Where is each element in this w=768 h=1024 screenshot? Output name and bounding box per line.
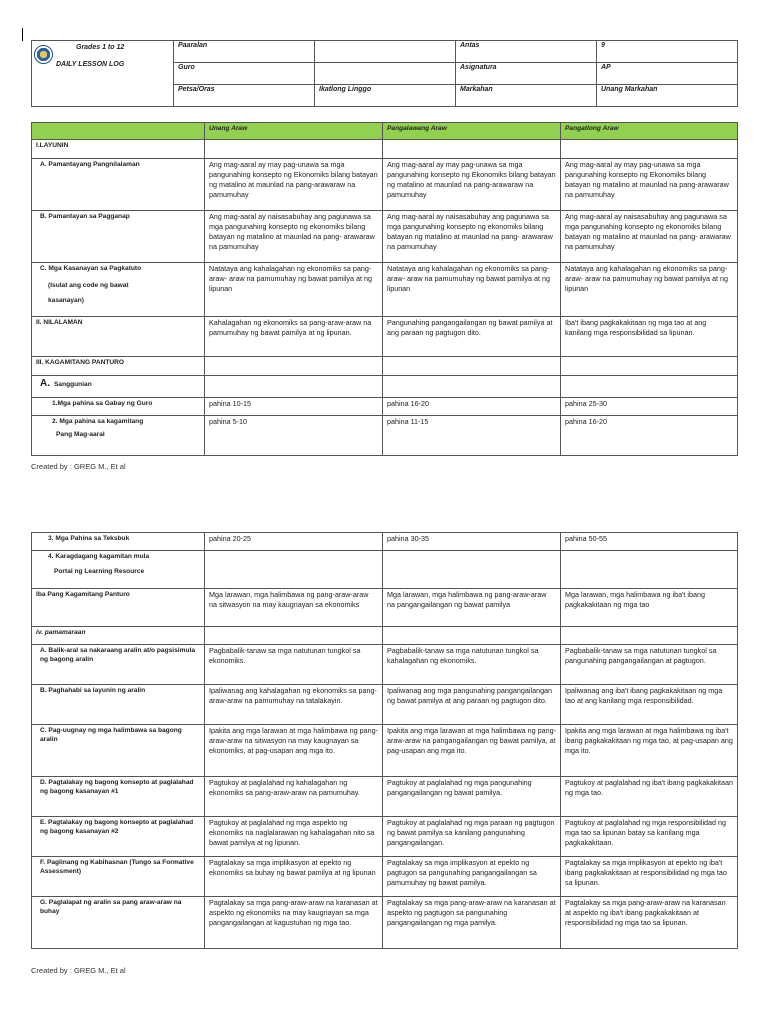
table-cell[interactable]: [561, 357, 738, 376]
credit-footer: Created by : GREG M., Et al: [31, 966, 126, 975]
sanggunian-label: Sanggunian: [54, 381, 92, 388]
row-label-note: kasanayan): [48, 297, 84, 305]
section-label-layunin: I.LAYUNIN: [32, 140, 205, 159]
lesson-table-page2: [31, 532, 738, 949]
table-cell[interactable]: Pagtalakay sa mga pang-araw-araw na karanasan at aspekto ng pagtugon sa pangunahing pangangailangan ng mga pamilya.: [383, 897, 561, 949]
table-cell[interactable]: [205, 551, 383, 589]
header-value[interactable]: 9: [597, 41, 738, 63]
table-cell[interactable]: [383, 357, 561, 376]
table-cell[interactable]: Ipakita ang mga larawan at mga halimbawa ng iba't ibang pagkakakitaan ng mga tao, at pag-usapan ang mga ito.: [561, 725, 738, 777]
header-label: Paaralan: [174, 41, 315, 63]
row-label: A. Pamantayang Pangnilalaman: [32, 159, 205, 211]
lesson-table-page1: [31, 122, 738, 456]
row-label: E. Pagtalakay ng bagong konsepto at paglalahad ng bagong kasanayan #2: [32, 817, 205, 857]
table-row: [32, 398, 738, 416]
table-cell[interactable]: pahina 30-35: [383, 533, 561, 551]
table-cell[interactable]: Kahalagahan ng ekonomiks sa pang-araw-araw na pamumuhay ng bawat pamilya at ng lipunan.: [205, 317, 383, 357]
table-row: [32, 159, 738, 211]
row-label: G. Paglalapat ng aralin sa pang araw-araw na buhay: [32, 897, 205, 949]
table-row: [32, 263, 738, 317]
table-cell[interactable]: pahina 16-20: [561, 416, 738, 456]
deped-seal-icon: [34, 45, 53, 64]
table-row: [32, 589, 738, 627]
table-row: [32, 357, 738, 376]
table-cell[interactable]: [383, 140, 561, 159]
table-row: [32, 317, 738, 357]
table-cell[interactable]: pahina 50-55: [561, 533, 738, 551]
table-cell[interactable]: [561, 376, 738, 398]
table-cell[interactable]: Ipaliwanag ang kahalagahan ng ekonomiks sa pang-araw-araw na pamumuhay na tatalakayin.: [205, 685, 383, 725]
table-cell[interactable]: Mga larawan, mga halimbawa ng pang-araw-araw na pangangailangan ng bawat pamilya: [383, 589, 561, 627]
lesson-log-header: [31, 40, 738, 107]
table-row: [32, 777, 738, 817]
header-value[interactable]: [315, 63, 456, 85]
table-cell[interactable]: [205, 627, 383, 645]
table-cell[interactable]: Ang mag-aaral ay may pag-unawa sa mga pangunahing konsepto ng Ekonomiks bilang batayan ng matalino at maunlad na pang-arawaraw na pamumuhay: [561, 159, 738, 211]
table-cell[interactable]: Mga larawan, mga halimbawa ng iba't ibang pagkakakitaan ng mga tao: [561, 589, 738, 627]
header-blank-cell: [32, 123, 205, 140]
table-cell[interactable]: [205, 140, 383, 159]
header-value[interactable]: Unang Markahan: [597, 85, 738, 107]
table-cell[interactable]: Natataya ang kahalagahan ng ekonomiks sa pang-araw- araw na pamumuhay ng bawat pamilya at ng lipunan: [561, 263, 738, 317]
row-label-text: C. Mga Kasanayan sa Pagkatuto: [40, 265, 142, 272]
table-cell[interactable]: Pagtukoy at paglalahad ng mga responsibilidad ng mga tao sa lipunan batay sa kanilang mga pagkakakitaan.: [561, 817, 738, 857]
table-cell[interactable]: pahina 25-30: [561, 398, 738, 416]
table-cell[interactable]: Pagtalakay sa mga pang-araw-araw na karanasan at aspekto ng ekonomiks na may kaugnayan sa mga pangangailangan at kagustuhan ng mga tao.: [205, 897, 383, 949]
section-label-kagamitan: III. KAGAMITANG PANTURO: [32, 357, 205, 376]
column-header: Pangalawang Araw: [383, 123, 561, 140]
table-cell[interactable]: [561, 551, 738, 589]
table-cell[interactable]: Natataya ang kahalagahan ng ekonomiks sa pang-araw- araw na pamumuhay ng bawat pamilya at ng lipunan: [383, 263, 561, 317]
table-row: [32, 897, 738, 949]
table-row: [32, 140, 738, 159]
table-cell[interactable]: Pagtukoy at paglalahad ng kahalagahan ng ekonomiks sa pang-araw-araw na pamumuhay.: [205, 777, 383, 817]
table-row: [32, 645, 738, 685]
table-cell[interactable]: pahina 5-10: [205, 416, 383, 456]
row-label-text: 4. Karagdagang kagamitan mula: [48, 553, 150, 560]
table-cell[interactable]: pahina 16-20: [383, 398, 561, 416]
table-cell[interactable]: Pagtukoy at paglalahad ng mga aspekto ng ekonomiks na naglalarawan ng kahalagahan nito sa bawat pamilya at ng lipunan.: [205, 817, 383, 857]
row-label: B. Paghahabi sa layunin ng aralin: [32, 685, 205, 725]
row-label: [32, 416, 205, 456]
table-cell[interactable]: Ipaliwanag ang mga pangunahing pangangailangan ng bawat pamilya at ang paraan ng pagtugon dito.: [383, 685, 561, 725]
row-label-text: Pang Mag-aaral: [56, 431, 105, 439]
section-label-pamamaraan: iv. pamamaraan: [32, 627, 205, 645]
row-label: D. Pagtalakay ng bagong konsepto at paglalahad ng bagong kasanayan #1: [32, 777, 205, 817]
row-label: 3. Mga Pahina sa Teksbuk: [32, 533, 205, 551]
table-cell[interactable]: Pagtukoy at paglalahad ng mga pangunahing pangangailangan ng bawat pamilya.: [383, 777, 561, 817]
table-cell[interactable]: Pagbabalik-tanaw sa mga natutunan tungkol sa kahalagahan ng ekonomiks.: [383, 645, 561, 685]
table-cell[interactable]: Ang mag-aaral ay naisasabuhay ang pagunawa sa mga pangunahing konsepto ng ekonomiks bilang batayan ng matalino at maunlad na pang- arawaraw na pamumuhay: [383, 211, 561, 263]
table-cell[interactable]: Ipaliwanag ang iba't ibang pagkakakitaan ng mga tao at ang kanilang mga responsibilidad.: [561, 685, 738, 725]
row-label-note: (Isulat ang code ng bawat: [48, 282, 129, 290]
table-cell[interactable]: Pagtukoy at paglalahad ng iba't ibang pagkakakitaan ng mga tao.: [561, 777, 738, 817]
row-label-text: 2. Mga pahina sa kagamitang: [52, 418, 144, 425]
table-cell[interactable]: [205, 376, 383, 398]
table-row: [32, 627, 738, 645]
row-label: 1.Mga pahina sa Gabay ng Guro: [32, 398, 205, 416]
table-cell[interactable]: [561, 140, 738, 159]
header-label: Asignatura: [456, 63, 597, 85]
table-row: [32, 857, 738, 897]
table-row: [32, 211, 738, 263]
row-label: C. Pag-uugnay ng mga halimbawa sa bagong aralin: [32, 725, 205, 777]
row-label: [32, 551, 205, 589]
header-value[interactable]: AP: [597, 63, 738, 85]
table-row: [32, 685, 738, 725]
table-row: [32, 376, 738, 398]
section-label-nilalaman: II. NILALAMAN: [32, 317, 205, 357]
daily-lesson-log-title: DAILY LESSON LOG: [56, 61, 125, 68]
row-label-text: Portal ng Learning Resource: [54, 568, 145, 576]
sanggunian-letter: A.: [40, 378, 50, 389]
credit-footer: Created by : GREG M., Et al: [31, 462, 126, 471]
table-cell[interactable]: Ang mag-aaral ay may pag-unawa sa mga pangunahing konsepto ng Ekonomiks bilang batayan ng matalino at maunlad na pang-arawaraw na pamumuhay: [383, 159, 561, 211]
row-label: Iba Pang Kagamitang Panturo: [32, 589, 205, 627]
table-cell[interactable]: Pagtalakay sa mga implikasyon at epekto ng pagtugon sa pangunahing pangangailangan sa pamumuhay ng bawat pamilya.: [383, 857, 561, 897]
table-cell[interactable]: [383, 376, 561, 398]
table-cell[interactable]: Pangunahing pangangailangan ng bawat pamilya at ang paraan ng pagtugon dito.: [383, 317, 561, 357]
row-label: [32, 263, 205, 317]
table-cell[interactable]: Ipakita ang mga larawan at mga halimbawa ng pang-araw-araw na pangangailangan ng bawat pamilya, at pag-usapan ang mga ito.: [383, 725, 561, 777]
row-label: B. Pamantayan sa Pagganap: [32, 211, 205, 263]
table-row: [32, 551, 738, 589]
table-row: [32, 817, 738, 857]
table-cell[interactable]: Mga larawan, mga halimbawa ng pang-araw-araw na sitwasyon na may kaugnayan sa ekonomiks: [205, 589, 383, 627]
header-value[interactable]: Ikatlong Linggo: [315, 85, 456, 107]
header-label: Petsa/Oras: [174, 85, 315, 107]
table-cell[interactable]: [205, 357, 383, 376]
column-header: Unang Araw: [205, 123, 383, 140]
table-cell[interactable]: Ang mag-aaral ay may pag-unawa sa mga pangunahing konsepto ng Ekonomiks bilang batayan ng matalino at maunlad na pang-arawaraw na pamumuhay: [205, 159, 383, 211]
table-header-row: [32, 123, 738, 140]
table-cell[interactable]: [561, 627, 738, 645]
text-cursor: [22, 28, 23, 41]
table-row: [32, 416, 738, 456]
row-label: A. Balik-aral sa nakaraang aralin at/o pagsisimula ng bagong aralin: [32, 645, 205, 685]
table-cell[interactable]: Ang mag-aaral ay naisasabuhay ang pagunawa sa mga pangunahing konsepto ng ekonomiks bilang batayan ng matalino at maunlad na pang- arawaraw na pamumuhay: [205, 211, 383, 263]
table-cell[interactable]: Pagtalakay sa mga pang-araw-araw na karanasan at aspekto ng iba't ibang pagkakakitaan at responsibilidad ng mga tao sa lipunan.: [561, 897, 738, 949]
table-cell[interactable]: pahina 11-15: [383, 416, 561, 456]
table-cell[interactable]: Natataya ang kahalagahan ng ekonomiks sa pang-araw- araw na pamumuhay ng bawat pamilya at ng lipunan: [205, 263, 383, 317]
header-label: Antas: [456, 41, 597, 63]
table-cell[interactable]: Pagbabalik-tanaw sa mga natutunan tungkol sa pangunahing pangangailangan at pagtugon.: [561, 645, 738, 685]
table-cell[interactable]: Pagtalakay sa mga implikasyon at epekto ng ekonomiks sa buhay ng bawat pamilya at ng lipunan: [205, 857, 383, 897]
table-cell[interactable]: pahina 10-15: [205, 398, 383, 416]
table-cell[interactable]: Ang mag-aaral ay naisasabuhay ang pagunawa sa mga pangunahing konsepto ng ekonomiks bilang batayan ng matalino at maunlad na pang- arawaraw na pamumuhay: [561, 211, 738, 263]
column-header: Pangatlong Araw: [561, 123, 738, 140]
table-cell[interactable]: Iba't ibang pagkakakitaan ng mga tao at ang kanilang mga responsibilidad sa lipunan.: [561, 317, 738, 357]
header-value[interactable]: [315, 41, 456, 63]
header-logo-cell: [32, 41, 174, 107]
row-label: [32, 376, 205, 398]
header-label: Guro: [174, 63, 315, 85]
table-row: [32, 533, 738, 551]
row-label: F. Paglinang ng Kabihasnan (Tungo sa Formative Assessment): [32, 857, 205, 897]
table-cell[interactable]: [383, 627, 561, 645]
table-cell[interactable]: Pagtukoy at paglalahad ng mga paraan ng pagtugon ng bawat pamilya sa kanilang pangunahing pangangailangan.: [383, 817, 561, 857]
table-cell[interactable]: [383, 551, 561, 589]
table-row: [32, 725, 738, 777]
header-label: Markahan: [456, 85, 597, 107]
grades-label: Grades 1 to 12: [76, 44, 125, 51]
table-cell[interactable]: Pagtalakay sa mga implikasyon at epekto ng iba't ibang pagkakakitaan at responsibilidad ng mga tao sa lipunan.: [561, 857, 738, 897]
table-cell[interactable]: pahina 20-25: [205, 533, 383, 551]
table-cell[interactable]: Pagbabalik-tanaw sa mga natutunan tungkol sa ekonomiks.: [205, 645, 383, 685]
table-cell[interactable]: Ipakita ang mga larawan at mga halimbawa ng pang-araw-araw na sitwasyon na may kaugnayan sa ekonomiks, at pag-usapan ang mga ito.: [205, 725, 383, 777]
